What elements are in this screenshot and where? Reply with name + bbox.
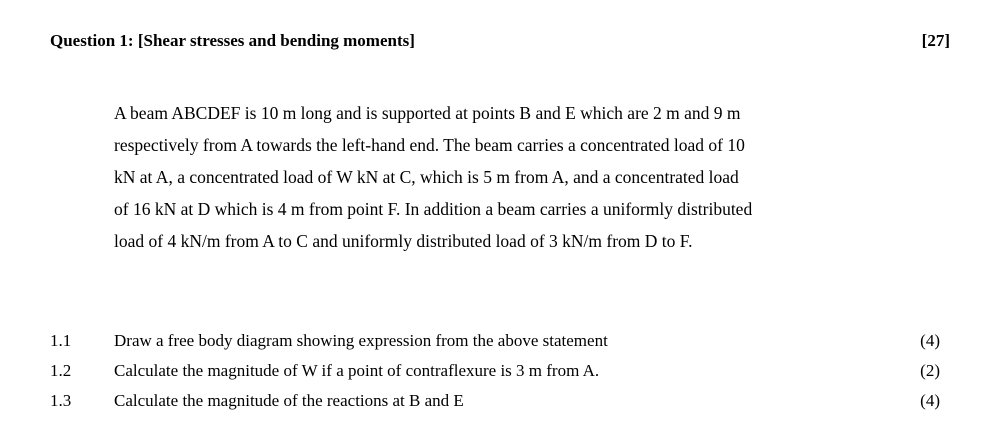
question-total-marks: [27]	[921, 31, 950, 50]
sub-question-text: Draw a free body diagram showing expression from the above statement	[114, 331, 608, 350]
sub-question-marks: (2)	[920, 361, 940, 380]
sub-question-marks: (4)	[920, 331, 940, 350]
question-header	[50, 30, 950, 52]
sub-question-text: Calculate the magnitude of the reactions at B and E	[114, 391, 464, 410]
statement-line: of 16 kN at D which is 4 m from point F. In addition a beam carries a uniformly distributed	[114, 199, 753, 219]
statement-line: respectively from A towards the left-hand end. The beam carries a concentrated load of 10	[114, 135, 745, 155]
sub-question-marks: (4)	[920, 391, 940, 410]
sub-question-number: 1.2	[50, 361, 72, 380]
problem-statement	[114, 97, 904, 257]
statement-line: A beam ABCDEF is 10 m long and is supported at points B and E which are 2 m and 9 m	[114, 103, 741, 123]
statement-line: kN at A, a concentrated load of W kN at C, which is 5 m from A, and a concentrated load	[114, 167, 739, 187]
question-title: Question 1: [Shear stresses and bending moments]	[50, 31, 415, 50]
sub-question-text: Calculate the magnitude of W if a point of contraflexure is 3 m from A.	[114, 361, 600, 380]
sub-question-number: 1.3	[50, 391, 72, 410]
sub-question-number: 1.1	[50, 331, 72, 350]
sub-question-item	[50, 356, 940, 386]
sub-question-list	[50, 326, 940, 416]
sub-question-item	[50, 326, 940, 356]
statement-line: load of 4 kN/m from A to C and uniformly distributed load of 3 kN/m from D to F.	[114, 231, 693, 251]
sub-question-item	[50, 386, 940, 416]
